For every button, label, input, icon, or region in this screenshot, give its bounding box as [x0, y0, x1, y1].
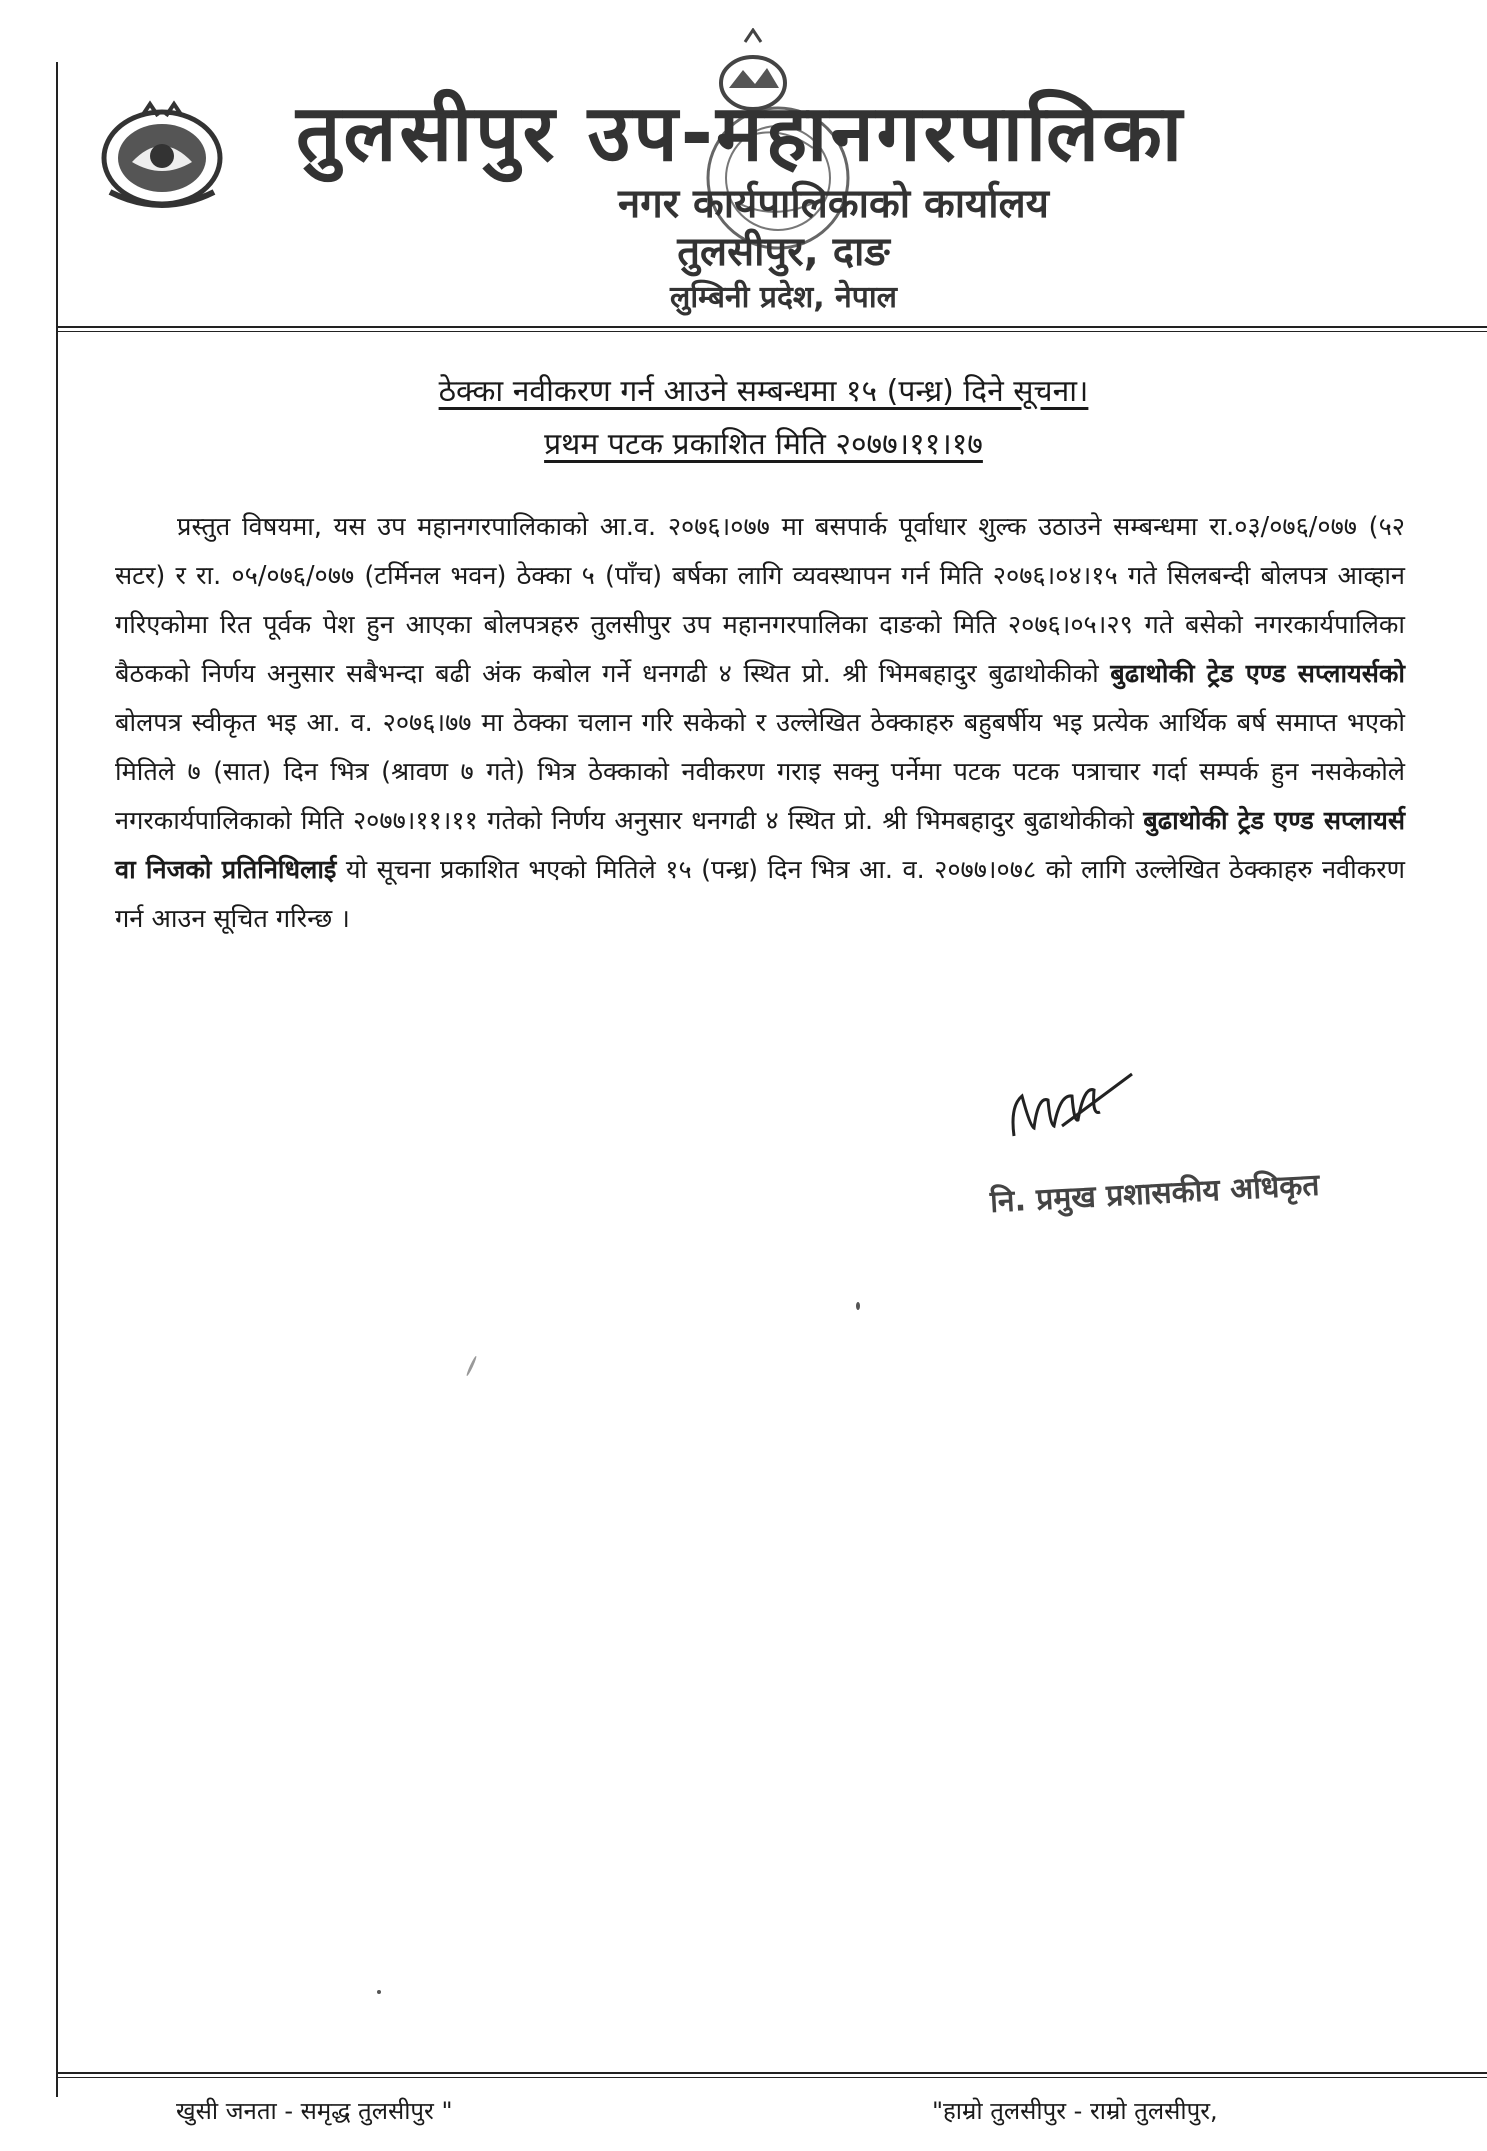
footer-slogan-left: खुसी जनता - समृद्ध तुलसीपुर "	[176, 2097, 453, 2125]
notice-title: ठेक्का नवीकरण गर्न आउने सम्बन्धमा १५ (पन्ध्र) दिने सूचना।	[438, 374, 1089, 409]
footer-divider	[56, 2072, 1487, 2078]
province-name: लुम्बिनी प्रदेश, नेपाल	[670, 280, 897, 315]
signatory-title: नि. प्रमुख प्रशासकीय अधिकृत	[989, 1167, 1321, 1220]
footer-slogan-right: "हाम्रो तुलसीपुर - राम्रो तुलसीपुर,	[932, 2097, 1218, 2125]
body-text-part: प्रस्तुत विषयमा, यस उप महानगरपालिकाको आ.व. २०७६।०७७ मा बसपार्क पूर्वाधार शुल्क उठाउने सम्बन्धमा रा.०३/०७६/०७७ (५२ सटर) र रा. ०५/०७६/०७७ (टर्मिनल भवन) ठेक्का ५ (पाँच) बर्षका लागि व्यवस्थापन गर्न मिति २०७६।०४।१५ गते सिलबन्दी बोलपत्र आव्हान गरिएकोमा रित पूर्वक पेश हुन आएका बोलपत्रहरु तुलसीपुर उप महानगरपालिका दाङको मिति २०७६।०५।२९ गते बसेको नगरकार्यपालिका बैठकको निर्णय अनुसार सबैभन्दा बढी अंक कबोल गर्ने धनगढी ४ स्थित प्रो. श्री भिमबहादुर बुढाथोकीको	[115, 511, 1405, 688]
scan-speck	[377, 1990, 381, 1994]
header-divider	[56, 326, 1487, 332]
first-published-date: प्रथम पटक प्रकाशित मिति २०७७।११।१७	[544, 427, 983, 462]
handwritten-signature	[1008, 1066, 1138, 1156]
scan-speck	[856, 1302, 860, 1310]
notice-body	[115, 502, 1405, 943]
body-text-part: बोलपत्र स्वीकृत भइ आ. व. २०७६।७७ मा ठेक्का चलान गरि सकेको र उल्लेखित ठेक्काहरु बहुबर्षीय भइ प्रत्येक आर्थिक बर्ष समाप्त भएको मितिले ७ (सात) दिन भित्र (श्रावण ७ गते) भित्र ठेक्काको नवीकरण गराइ सक्नु पर्नेमा पटक पटक पत्राचार गर्दा सम्पर्क हुन नसकेकोले नगरकार्यपालिकाको मिति २०७७।११।११ गतेको निर्णय अनुसार धनगढी ४ स्थित प्रो. श्री भिमबहादुर बुढाथोकीको	[115, 707, 1405, 835]
scan-speck	[465, 1355, 477, 1376]
body-text-part: यो सूचना प्रकाशित भएको मितिले १५ (पन्ध्र) दिन भित्र आ. व. २०७७।०७८ को लागि उल्लेखित ठेक्काहरु नवीकरण गर्न आउन सूचित गरिन्छ ।	[115, 854, 1405, 933]
page-border-left	[56, 62, 58, 2097]
office-location: तुलसीपुर, दाङ	[677, 229, 890, 275]
body-bold-firm: बुढाथोकी ट्रेड एण्ड सप्लायर्सको	[1110, 658, 1405, 688]
office-name: नगर कार्यपालिकाको कार्यालय	[618, 181, 1049, 227]
body-bold-representative: बुढाथोकी ट्रेड एण्ड सप्लायर्स वा निजको प्रतिनिधिलाई	[115, 805, 1405, 884]
municipality-name: तुलसीपुर उप-महानगरपालिका	[296, 89, 1186, 179]
